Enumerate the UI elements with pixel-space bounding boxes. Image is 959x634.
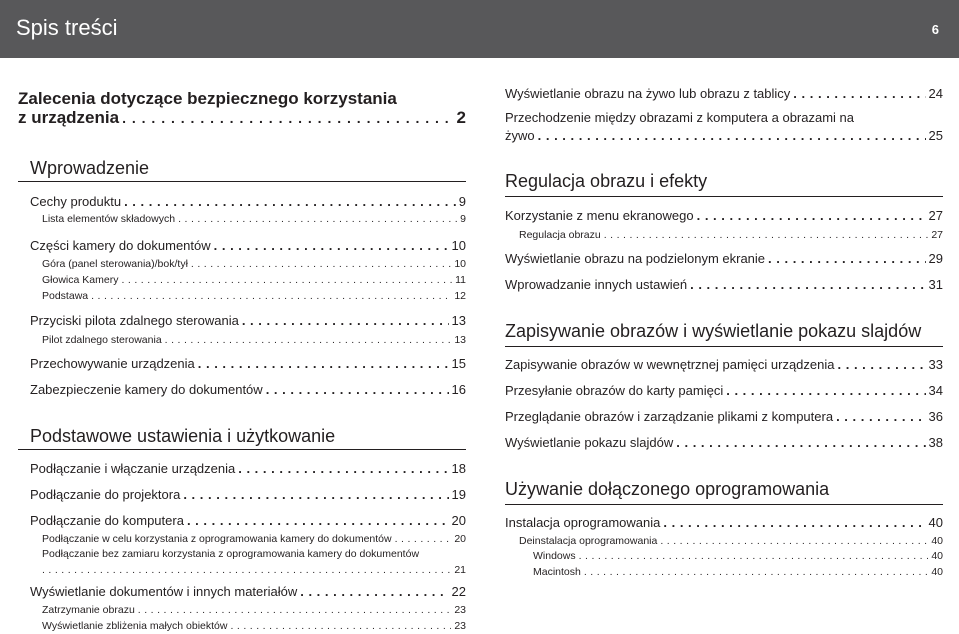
toc-subentry[interactable] <box>42 533 466 545</box>
toc-subentry[interactable] <box>42 213 466 225</box>
toc-entry-label: Głowica Kamery <box>42 274 119 286</box>
toc-entry-label: Zatrzymanie obrazu <box>42 604 135 616</box>
toc-entry-page: 40 <box>931 535 943 547</box>
toc-entry-label: Windows <box>533 550 576 562</box>
toc-subentry[interactable] <box>533 566 943 578</box>
toc-subentry[interactable] <box>42 274 466 286</box>
dot-leader <box>238 461 448 476</box>
toc-entry-label: Przesyłanie obrazów do karty pamięci <box>505 383 724 398</box>
section-divider <box>505 504 943 505</box>
toc-entry-page: 21 <box>454 564 466 576</box>
toc-entry-page: 29 <box>928 251 943 266</box>
toc-entry[interactable] <box>505 357 943 372</box>
toc-entry-page: 23 <box>454 604 466 616</box>
toc-entry[interactable] <box>505 208 943 223</box>
dot-leader <box>266 382 449 397</box>
toc-entry-page: 36 <box>928 409 943 424</box>
dot-leader <box>198 356 449 371</box>
toc-entry-label: Wyświetlanie dokumentów i innych materiałów <box>30 584 298 599</box>
toc-subentry[interactable] <box>42 604 466 616</box>
toc-entry[interactable] <box>30 382 466 397</box>
toc-subentry[interactable] <box>519 229 943 241</box>
toc-entry-page: 13 <box>454 334 466 346</box>
toc-entry-label: Podłączanie do projektora <box>30 487 181 502</box>
toc-entry-label: Regulacja obrazu <box>519 229 601 241</box>
toc-entry-label: Przechowywanie urządzenia <box>30 356 195 371</box>
toc-entry[interactable] <box>505 128 943 143</box>
toc-entry-page: 9 <box>460 213 466 225</box>
toc-entry-label: Góra (panel sterowania)/bok/tył <box>42 258 188 270</box>
dot-leader <box>183 487 448 502</box>
toc-entry-label: Podłączanie w celu korzystania z oprogramowania kamery do dokumentów <box>42 533 392 545</box>
section-title-save: Zapisywanie obrazów i wyświetlanie pokazu slajdów <box>505 321 922 341</box>
dot-leader <box>579 550 929 562</box>
toc-entry-label: Pilot zdalnego sterowania <box>42 334 162 346</box>
toc-entry-label: Wprowadzanie innych ustawień <box>505 277 688 292</box>
toc-entry-page: 25 <box>928 128 943 143</box>
toc-entry-label: Macintosh <box>533 566 581 578</box>
toc-entry[interactable] <box>30 487 466 502</box>
toc-entry-label: Zabezpieczenie kamery do dokumentów <box>30 382 263 397</box>
section-divider <box>18 449 466 450</box>
toc-entry-page: 38 <box>928 435 943 450</box>
toc-entry-label: Zapisywanie obrazów w wewnętrznej pamięci urządzenia <box>505 357 835 372</box>
toc-subentry[interactable] <box>42 620 466 632</box>
dot-leader <box>191 258 451 270</box>
toc-entry[interactable] <box>30 461 466 476</box>
toc-entry-label: Wyświetlanie pokazu slajdów <box>505 435 674 450</box>
section-title-intro: Wprowadzenie <box>30 158 150 178</box>
dot-leader <box>726 383 925 398</box>
toc-entry-line1[interactable]: Przechodzenie między obrazami z komputera a obrazami na <box>505 110 855 125</box>
dot-leader <box>121 274 452 286</box>
toc-entry-page: 18 <box>451 461 466 476</box>
toc-entry-label: Przeglądanie obrazów i zarządzanie plikami z komputera <box>505 409 834 424</box>
toc-entry-page: 20 <box>451 513 466 528</box>
toc-entry-page: 12 <box>454 290 466 302</box>
dot-leader <box>604 229 929 241</box>
dot-leader <box>187 513 449 528</box>
dot-leader <box>538 128 926 143</box>
toc-entry[interactable] <box>505 277 943 292</box>
section-title-software: Używanie dołączonego oprogramowania <box>505 479 830 499</box>
toc-entry-page: 19 <box>451 487 466 502</box>
dot-leader <box>836 409 925 424</box>
toc-entry-page: 13 <box>451 313 466 328</box>
toc-entry-page: 40 <box>931 566 943 578</box>
dot-leader <box>697 208 926 223</box>
dot-leader <box>300 584 448 599</box>
toc-entry-page: 33 <box>928 357 943 372</box>
toc-entry-page: 10 <box>454 258 466 270</box>
dot-leader <box>660 535 928 547</box>
toc-entry[interactable] <box>30 313 466 328</box>
toc-entry-page: 15 <box>451 356 466 371</box>
toc-entry-page: 27 <box>931 229 943 241</box>
toc-entry-label: Wyświetlanie obrazu na podzielonym ekranie <box>505 251 766 266</box>
toc-entry[interactable] <box>30 513 466 528</box>
toc-entry[interactable] <box>505 86 943 101</box>
dot-leader <box>838 357 926 372</box>
toc-subentry[interactable] <box>533 550 943 562</box>
toc-entry-label: Podłączanie i włączanie urządzenia <box>30 461 236 476</box>
toc-entry-page: 24 <box>928 86 943 101</box>
toc-subentry[interactable] <box>42 334 466 346</box>
toc-entry-label: Podłączanie do komputera <box>30 513 184 528</box>
toc-entry-label: Wyświetlanie zbliżenia małych obiektów <box>42 620 228 632</box>
toc-entry-page: 22 <box>451 584 466 599</box>
toc-entry[interactable] <box>30 238 466 253</box>
dot-leader <box>124 194 456 209</box>
toc-entry-page: 40 <box>928 515 943 530</box>
toc-entry-label: Korzystanie z menu ekranowego <box>505 208 694 223</box>
dot-leader <box>793 86 925 101</box>
section-divider <box>18 181 466 182</box>
dot-leader <box>91 290 451 302</box>
toc-entry-label: z urządzenia <box>18 108 120 127</box>
toc-subentry[interactable] <box>519 535 943 547</box>
toc-subentry-line1[interactable]: Podłączanie bez zamiaru korzystania z oprogramowania kamery do dokumentów <box>42 548 420 560</box>
toc-entry-label: Części kamery do dokumentów <box>30 238 211 253</box>
dot-leader <box>676 435 925 450</box>
dot-leader <box>122 110 453 126</box>
dot-leader <box>395 533 452 545</box>
toc-safety-line1[interactable]: Zalecenia dotyczące bezpiecznego korzystania <box>18 89 397 108</box>
page-number: 6 <box>931 22 939 37</box>
dot-leader <box>690 277 925 292</box>
dot-leader <box>214 238 449 253</box>
toc-subentry[interactable] <box>42 290 466 302</box>
toc-entry-label: Instalacja oprogramowania <box>505 515 661 530</box>
page-header <box>0 0 959 58</box>
toc-subentry[interactable] <box>42 258 466 270</box>
toc-entry-label: Podstawa <box>42 290 89 302</box>
dot-leader <box>768 251 926 266</box>
section-title-basic: Podstawowe ustawienia i użytkowanie <box>30 426 336 446</box>
toc-entry-page: 23 <box>454 620 466 632</box>
toc-entry-page: 40 <box>931 550 943 562</box>
toc-entry-label: Wyświetlanie obrazu na żywo lub obrazu z tablicy <box>505 86 791 101</box>
dot-leader <box>138 604 452 616</box>
dot-leader <box>178 213 457 225</box>
toc-entry-page: 20 <box>454 533 466 545</box>
toc-entry-label: żywo <box>505 128 535 143</box>
dot-leader <box>584 566 928 578</box>
toc-entry-page: 10 <box>451 238 466 253</box>
toc-entry-page: 9 <box>458 194 466 209</box>
toc-entry-label: Przyciski pilota zdalnego sterowania <box>30 313 239 328</box>
dot-leader <box>42 564 451 576</box>
toc-entry[interactable] <box>505 515 943 530</box>
toc-safety-entry[interactable] <box>18 108 466 128</box>
toc-entry[interactable] <box>505 435 943 450</box>
toc-entry-label: Cechy produktu <box>30 194 122 209</box>
toc-entry-page: 27 <box>928 208 943 223</box>
toc-entry-page: 11 <box>455 274 466 286</box>
dot-leader <box>663 515 925 530</box>
dot-leader <box>165 334 452 346</box>
toc-entry-page: 2 <box>456 108 466 127</box>
toc-entry-page: 34 <box>928 383 943 398</box>
toc-entry[interactable] <box>30 356 466 371</box>
toc-entry[interactable] <box>505 409 943 424</box>
toc-entry[interactable] <box>30 194 466 209</box>
toc-entry-page: 31 <box>928 277 943 292</box>
toc-entry-label: Lista elementów składowych <box>42 213 176 225</box>
toc-entry[interactable] <box>30 584 466 599</box>
section-divider <box>505 346 943 347</box>
toc-entry[interactable] <box>505 251 943 266</box>
toc-entry-page: 16 <box>451 382 466 397</box>
section-title-adjust: Regulacja obrazu i efekty <box>505 171 708 191</box>
section-divider <box>505 196 943 197</box>
dot-leader <box>242 313 449 328</box>
toc-entry-label: Deinstalacja oprogramowania <box>519 535 658 547</box>
toc-subentry[interactable] <box>42 564 466 576</box>
toc-entry[interactable] <box>505 383 943 398</box>
page-title: Spis treści <box>16 15 118 40</box>
dot-leader <box>230 620 451 632</box>
